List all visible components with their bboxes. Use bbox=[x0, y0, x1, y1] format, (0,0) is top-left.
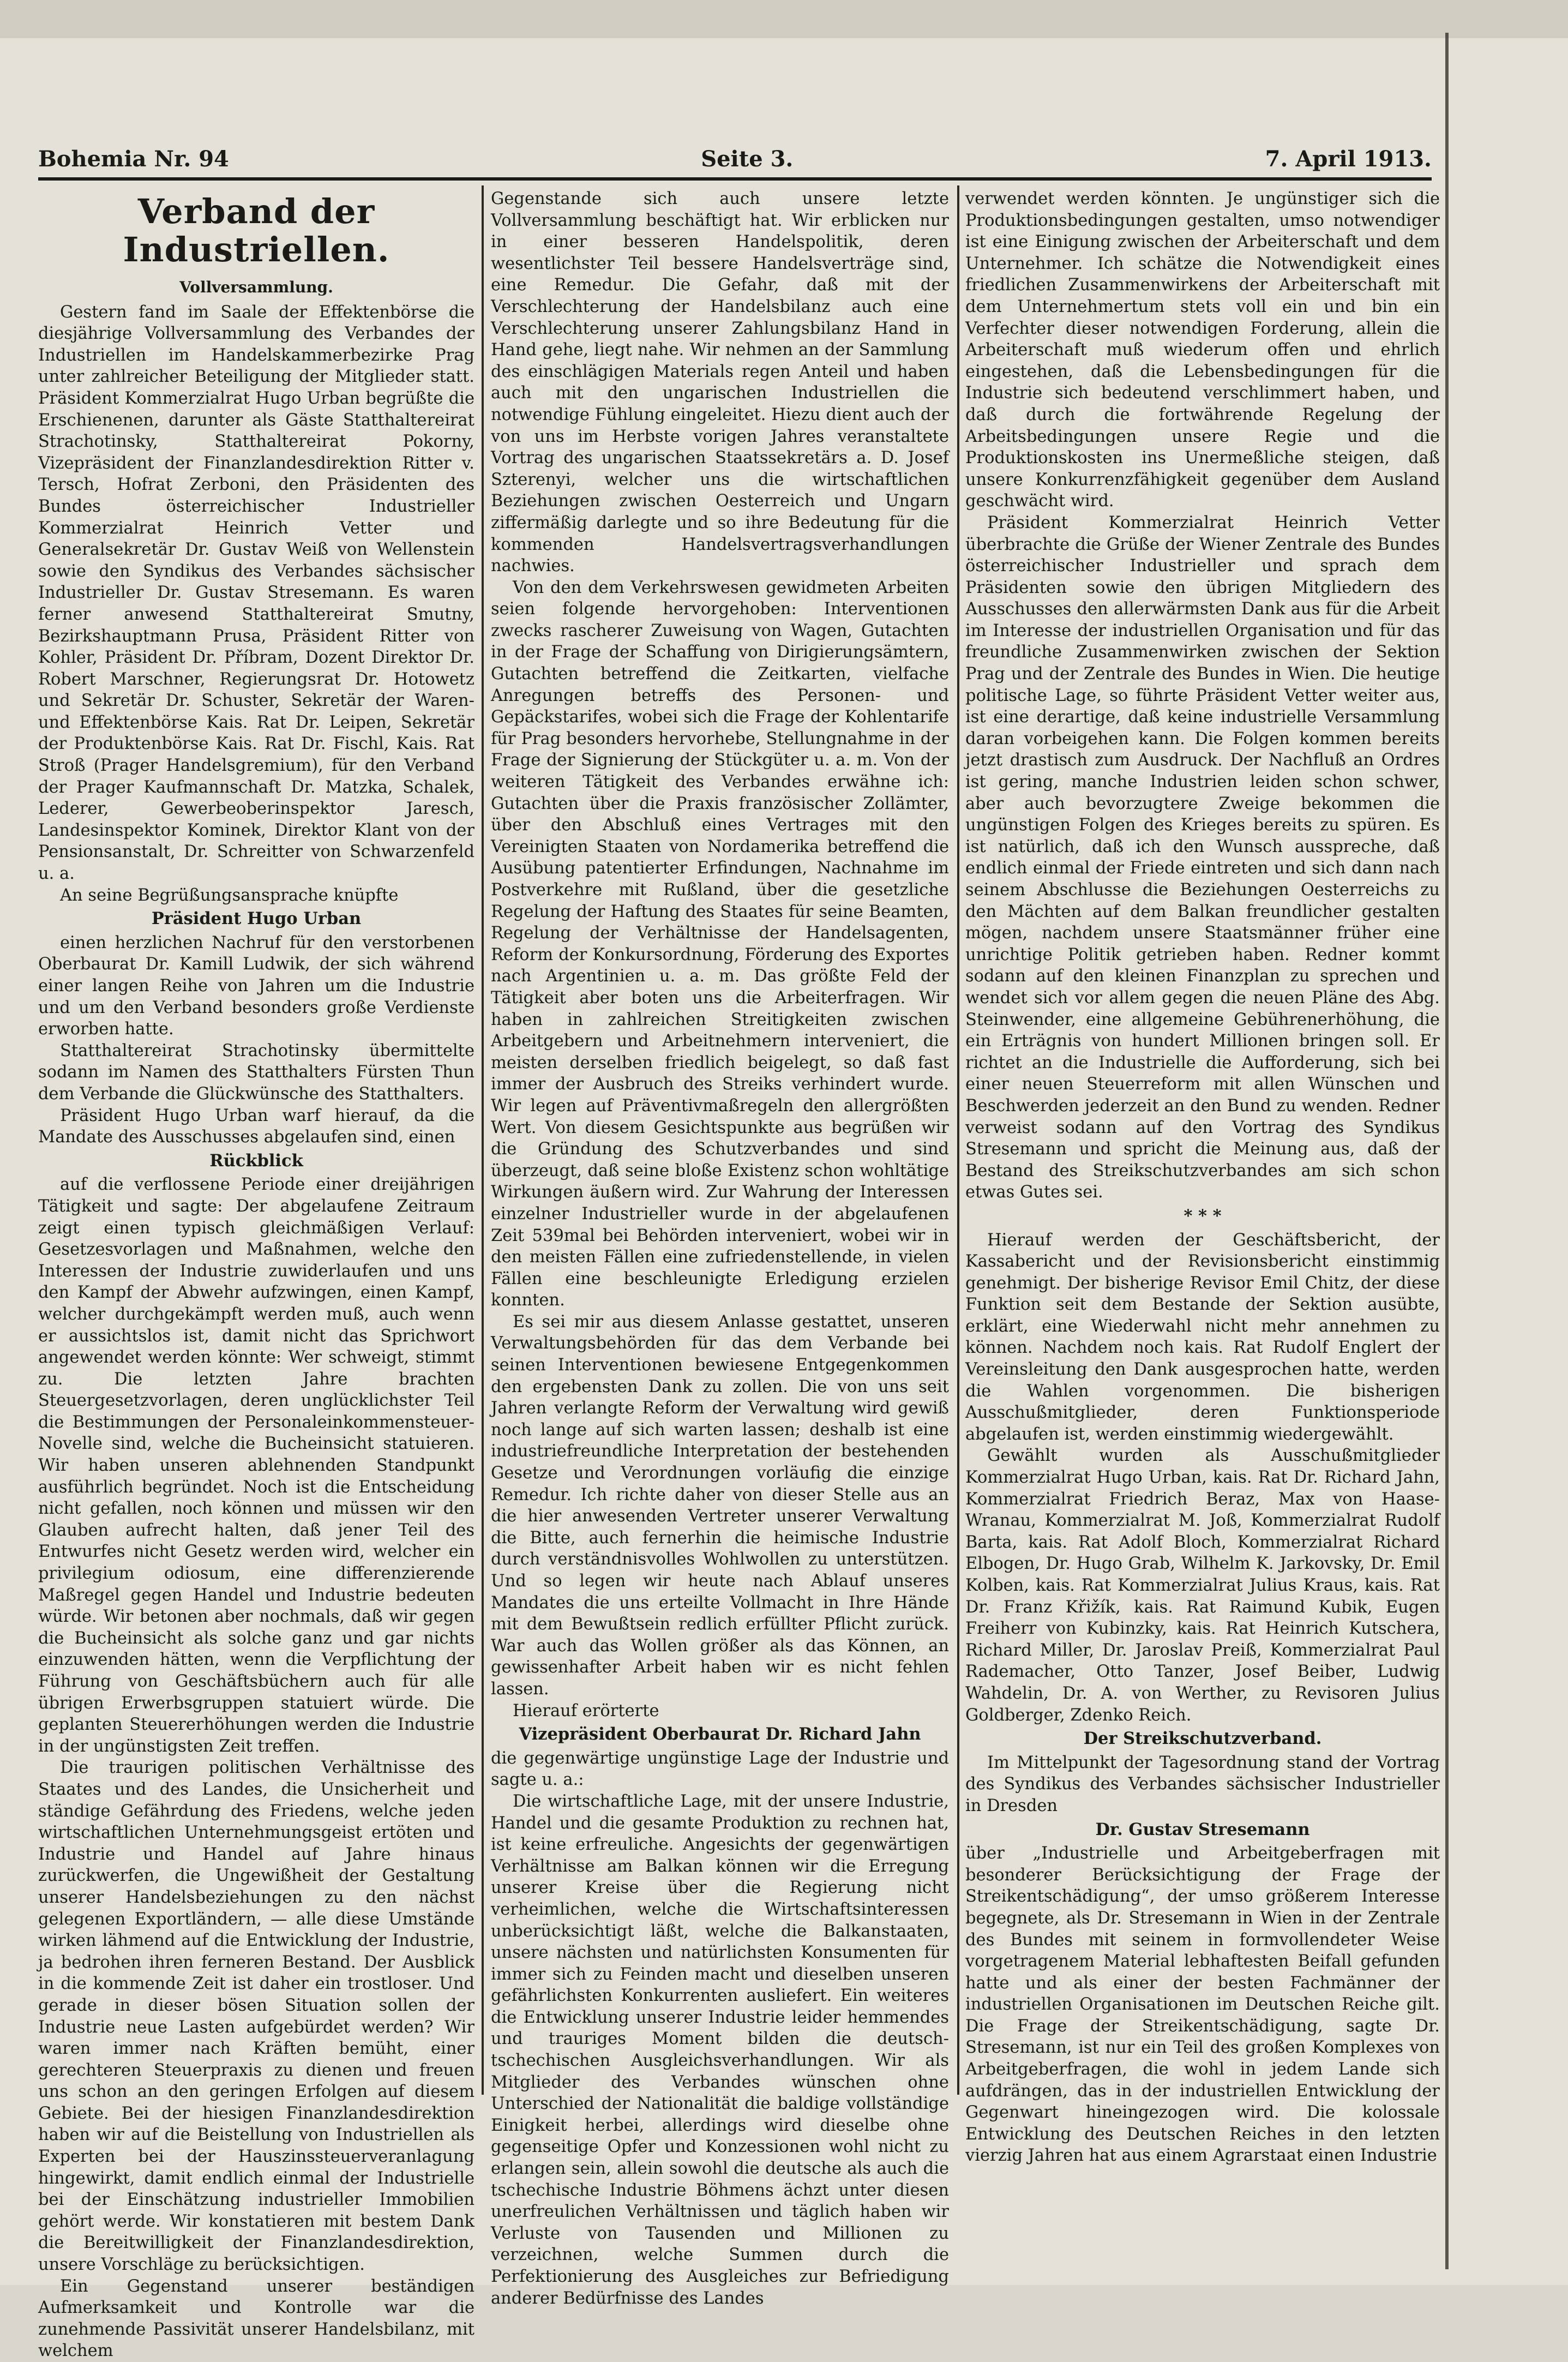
section-heading: Der Streikschutzverband. bbox=[1083, 1729, 1322, 1749]
header-page-number: Seite 3. bbox=[701, 146, 794, 172]
paragraph: Im Mittelpunkt der Tagesordnung stand der Vortrag des Syndikus des Verbandes sächsischer Industrieller in Dresden bbox=[965, 1753, 1440, 1815]
paragraph: verwendet werden könnten. Je ungünstiger sich die Produktionsbedingungen gestalten, umso notwendiger ist eine Einigung zwischen der Arbeiterschaft und dem Unternehmer. Ich schätze die Notwendigkeit eines friedlichen Zusammenwirkens der Arbeiterschaft mit dem Unternehmertum stets voll ein und bin ein Verfechter dieser notwendigen Forderung, allein die Arbeiterschaft muß wiederum offen und ehrlich eingestehen, daß die Lebensbedingungen für die Industrie sich bedeutend verschlimmert haben, und daß durch die fortwährende Regelung der Arbeitsbedingungen unsere Regie und die Produktionskosten ins Unermeßliche steigen, daß unsere Konkurrenzfähigkeit gegenüber dem Ausland geschwächt wird. bbox=[965, 189, 1440, 511]
page-header bbox=[38, 134, 1432, 172]
section-heading: Vizepräsident Oberbaurat Dr. Richard Jahn bbox=[519, 1724, 921, 1744]
paragraph: Die wirtschaftliche Lage, mit der unsere Industrie, Handel und die gesamte Produktion zu rechnen hat, ist keine erfreuliche. Angesichts der gegenwärtigen Verhältnisse am Balkan können wir die Erregung unserer Kreise über die Regierung nicht verheimlichen, welche die Wirtschaftsinteressen unberücksichtigt läßt, welche die Balkanstaaten, unsere nächsten und natürlichsten Konsumenten für immer sich zu Feinden macht und dieselben unseren gefährlichsten Konkurrenten ausliefert. Ein weiteres die Entwicklung unserer Industrie leider hemmendes und trauriges Moment bilden die deutsch-tschechischen Ausgleichsverhandlungen. Wir als Mitglieder des Verbandes wünschen ohne Unterschied der Nationalität die baldige vollständige Einigkeit herbei, allerdings wird dieselbe ohne gegenseitige Opfer und Konzessionen wohl nicht zu erlangen sein, allein sowohl die deutsche als auch die tschechische Industrie Böhmens ächzt unter diesen unerfreulichen Verhältnissen und täglich haben wir Verluste von Tausenden und Millionen zu verzeichnen, welche Summen durch die Perfektionierung des Ausgleiches zur Befriedigung anderer Bedürfnisse des Landes bbox=[491, 1791, 949, 2308]
paragraph: die gegenwärtige ungünstige Lage der Industrie und sagte u. a.: bbox=[491, 1748, 949, 1790]
column-rule bbox=[482, 185, 484, 2095]
separator-stars: * * * bbox=[1183, 1206, 1222, 1226]
article-subtitle: Vollversammlung. bbox=[179, 278, 333, 296]
paragraph: Statthaltereirat Strachotinsky übermittelte sodann im Namen des Statthalters Fürsten Thun dem Verbande die Glückwünsche des Statthalters. bbox=[38, 1041, 474, 1104]
column-1 bbox=[38, 188, 474, 2361]
paragraph: über „Industrielle und Arbeitgeberfragen mit besonderer Berücksichtigung der Frage der Streikentschädigung“, der umso größerem Interesse begegnete, als Dr. Stresemann in Wien in der Zentrale des Bundes mit seinem in formvollendeter Weise vorgetragenem Material lebhaftesten Beifall gefunden hatte und als einer der besten Fachmänner der industriellen Organisationen im Deutschen Reiche gilt. Die Frage der Streikentschädigung, sagte Dr. Stresemann, ist nur ein Teil des großen Komplexes von Arbeitgeberfragen, die wohl in jedem Lande sich aufdrängen, das in der industriellen Entwicklung der Gegenwart hineingezogen wird. Die kolossale Entwicklung des Deutschen Reiches in den letzten vierzig Jahren hat aus einem Agrarstaat einen Industrie bbox=[965, 1844, 1440, 2166]
scan-edge bbox=[0, 0, 1568, 38]
paragraph: Gewählt wurden als Ausschußmitglieder Kommerzialrat Hugo Urban, kais. Rat Dr. Richard Jahn, Kommerzialrat Friedrich Beraz, Max von Haase-Wranau, Kommerzialrat M. Joß, Kommerzialrat Rudolf Barta, kais. Rat Adolf Bloch, Kommerzialrat Richard Elbogen, Dr. Hugo Grab, Wilhelm K. Jarkovsky, Dr. Emil Kolben, kais. Rat Kommerzialrat Julius Kraus, kais. Rat Dr. Franz Křižík, kais. Rat Raimund Kubik, Eugen Freiherr von Kubinzky, kais. Rat Heinrich Kutschera, Richard Miller, Dr. Jaroslav Preiß, Kommerzialrat Paul Rademacher, Otto Tanzer, Josef Beiber, Ludwig Wahdelin, Dr. A. von Werther, zu Revisoren Julius Goldberger, Zdenko Reich. bbox=[965, 1446, 1440, 1725]
paragraph: auf die verflossene Periode einer dreijährigen Tätigkeit und sagte: Der abgelaufene Zeitraum zeigt einen typisch gleichmäßigen Verlauf: Gesetzesvorlagen und Maßnahmen, welche den Interessen der Industrie zuwiderlaufen und uns den Kampf der Abwehr aufzwingen, einen Kampf, welcher durchgekämpft werden muß, auch wenn er aussichtslos ist, damit nicht das Sprichwort angewendet werden könnte: Wer schweigt, stimmt zu. Die letzten Jahre brachten Steuergesetzvorlagen, deren unglücklichster Teil die Bestimmungen der Personaleinkommensteuer-Novelle sind, welche die Bucheinsicht statuieren. Wir haben unseren ablehnenden Standpunkt ausführlich begründet. Noch ist die Entscheidung nicht gefallen, noch können und müssen wir den Glauben aufrecht halten, daß jener Teil des Entwurfes nicht Gesetz werden wird, welcher ein privilegium odiosum, eine differenzierende Maßregel gegen Handel und Industrie bedeuten würde. Wir betonen aber nochmals, daß wir gegen die Bucheinsicht als solche ganz und gar nichts einzuwenden hätten, wenn die Verpflichtung der Führung von Geschäftsbüchern auch für alle übrigen Erwerbsgruppen statuiert würde. Die geplanten Steuererhöhungen werden die Industrie in der ungünstigsten Zeit treffen. bbox=[38, 1175, 474, 1756]
header-date: 7. April 1913. bbox=[1265, 146, 1432, 172]
paragraph: Hierauf erörterte bbox=[513, 1701, 659, 1720]
column-3 bbox=[965, 188, 1440, 2256]
page-edge-line bbox=[1445, 33, 1449, 2269]
section-heading: Präsident Hugo Urban bbox=[151, 909, 362, 929]
column-rule bbox=[957, 185, 959, 2095]
paragraph: Ein Gegenstand unserer beständigen Aufmerksamkeit und Kontrolle war die zunehmende Passivität unserer Handelsbilanz, mit welchem bbox=[38, 2276, 474, 2361]
paragraph: Präsident Kommerzialrat Heinrich Vetter überbrachte die Grüße der Wiener Zentrale des Bundes österreichischer Industrieller und sprach dem Präsidenten sowie den übrigen Mitgliedern des Ausschusses den allerwärmsten Dank aus für die Arbeit im Interesse der industriellen Organisation und für das freundliche Zusammenwirken zwischen der Sektion Prag und der Zentrale des Bundes in Wien. Die heutige politische Lage, so führte Präsident Vetter weiter aus, ist eine derartige, daß keine industrielle Versammlung daran vorbeigehen kann. Die Folgen kommen bereits jetzt drastisch zum Ausdruck. Der Nachfluß an Ordres ist gering, manche Industrien leiden schon schwer, aber auch bevorzugtere Zweige bekommen die ungünstigen Folgen des Krieges bereits zu spüren. Es ist natürlich, daß ich den Wunsch ausspreche, daß endlich einmal der Friede eintreten und sich dann nach seinem Abschlusse die Beziehungen Oesterreichs zu den Mächten auf dem Balkan freundlicher gestalten mögen, nachdem unsere Staatsmänner früher eine unrichtige Politik getrieben haben. Redner kommt sodann auf den kleinen Finanzplan zu sprechen und wendet sich vor allem gegen die neuen Pläne des Abg. Steinwender, eine allgemeine Gebührenerhöhung, die ein Erträgnis von hundert Millionen bringen soll. Er richtet an die Industrielle die Aufforderung, sich bei einer neuen Steuerreform mit allen Wünschen und Beschwerden jederzeit an den Bund zu wenden. Redner verweist sodann auf den Vortrag des Syndikus Stresemann und spricht die Meinung aus, daß der Bestand des Streikschutzverbandes am sich schon etwas Gutes sei. bbox=[965, 513, 1440, 1202]
paragraph: Die traurigen politischen Verhältnisse des Staates und des Landes, die Unsicherheit und ständige Gefährdung des Friedens, welche jeden wirtschaftlichen Unternehmungsgeist ertöten und Industrie und Handel auf Jahre hinaus zurückwerfen, die Ungewißheit der Gestaltung unserer Handelsbeziehungen zu den nächst gelegenen Exportländern, — alle diese Umstände wirken lähmend auf die Entwicklung der Industrie, ja bedrohen ihren ferneren Bestand. Der Ausblick in die kommende Zeit ist daher ein trostloser. Und gerade in dieser bösen Situation sollen der Industrie neue Lasten aufgebürdet werden? Wir waren immer nach Kräften bemüht, einer gerechteren Steuerpraxis zu dienen und freuen uns schon an den geringen Erfolgen auf diesem Gebiete. Bei der hiesigen Finanzlandesdirektion haben wir auf die Beistellung von Industriellen als Experten bei der Hauszinssteuerveranlagung hingewirkt, damit endlich einmal der Industrielle bei der Einschätzung industrieller Immobilien gehört werde. Wir konstatieren mit bestem Dank die Bereitwilligkeit der Finanzlandesdirektion, unsere Vorschläge zu berücksichtigen. bbox=[38, 1758, 474, 2275]
paragraph: einen herzlichen Nachruf für den verstorbenen Oberbaurat Dr. Kamill Ludwik, der sich während einer langen Reihe von Jahren um die Industrie und um den Verband besonders große Verdienste erworben hatte. bbox=[38, 933, 474, 1039]
paragraph: Es sei mir aus diesem Anlasse gestattet, unseren Verwaltungsbehörden für das dem Verbande bei seinen Interventionen bewiesene Entgegenkommen den ergebensten Dank zu zollen. Die von uns seit Jahren verlangte Reform der Verwaltung wird gewiß noch lange auf sich warten lassen; deshalb ist eine industriefreundliche Interpretation der bestehenden Gesetze und Verordnungen vorläufig die einzige Remedur. Ich richte daher von dieser Stelle aus an die hier anwesenden Vertreter unserer Verwaltung die Bitte, auch fernerhin die heimische Industrie durch verständnisvolles Wohlwollen zu unterstützen. Und so legen wir heute nach Ablauf unseres Mandates die uns erteilte Vollmacht in Ihre Hände mit dem Bewußtsein redlich erfüllter Pflicht zurück. War auch das Wollen größer als das Können, an gewissenhafter Arbeit haben wir es nicht fehlen lassen. bbox=[491, 1312, 949, 1699]
paragraph: Von den dem Verkehrswesen gewidmeten Arbeiten seien folgende hervorgehoben: Interventionen zwecks rascherer Zuweisung von Wagen, Gutachten in der Frage der Schaffung von Dirigierungsämtern, Gutachten betreffend die Zeitkarten, vielfache Anregungen betreffs des Personen- und Gepäckstarifes, wobei sich die Frage der Kohlentarife für Prag besonders hervorhebe, Stellungnahme in der Frage der Signierung der Stückgüter u. a. m. Von der weiteren Tätigkeit des Verbandes erwähne ich: Gutachten über die Praxis französischer Zollämter, über den Abschluß eines Vertrages mit den Vereinigten Staaten von Nordamerika betreffend die Ausübung patentierter Erfindungen, Nachnahme im Postverkehre mit Rußland, über die gesetzliche Regelung der Haftung des Staates für seine Beamten, Regelung der Verhältnisse der Handelsagenten, Reform der Konkursordnung, Förderung des Exportes nach Argentinien u. a. m. Das größte Feld der Tätigkeit aber boten uns die Arbeiterfragen. Wir haben in zahlreichen Streitigkeiten zwischen Arbeitgebern und Arbeitnehmern interveniert, die meisten derselben friedlich beigelegt, so daß fast immer der Ausbruch des Streiks verhindert wurde. Wir legen auf Präventivmaßregeln den allergrößten Wert. Von diesem Gesichtspunkte aus begrüßen wir die Gründung des Schutzverbandes und sind überzeugt, daß seine bloße Existenz schon wohltätige Wirkungen äußern wird. Zur Wahrung der Interessen einzelner Industrieller wurde in der abgelaufenen Zeit 539mal bei Behörden interveniert, wobei wir in den meisten Fällen eine zufriedenstellende, in vielen Fällen eine beschleunigte Erledigung erzielen konnten. bbox=[491, 578, 949, 1310]
section-heading: Dr. Gustav Stresemann bbox=[1095, 1819, 1310, 1839]
header-rule bbox=[38, 177, 1432, 181]
column-2 bbox=[491, 188, 949, 2308]
paragraph: Gegenstande sich auch unsere letzte Vollversammlung beschäftigt hat. Wir erblicken nur in einer besseren Handelspolitik, deren wesentlichster Teil bessere Handelsverträge sind, eine Remedur. Die Gefahr, daß mit der Verschlechterung der Handelsbilanz auch eine Verschlechterung unserer Zahlungsbilanz Hand in Hand gehe, liegt nahe. Wir nehmen an der Sammlung des einschlägigen Materials regen Anteil und haben auch mit den ungarischen Industriellen die notwendige Fühlung eingeleitet. Hiezu dient auch der von uns im Herbste vorigen Jahres veranstaltete Vortrag des ungarischen Staatssekretärs a. D. Josef Szterenyi, welcher uns die wirtschaftlichen Beziehungen zwischen Oesterreich und Ungarn ziffermäßig darlegte und so ihre Bedeutung für die kommenden Handelsvertragsverhandlungen nachwies. bbox=[491, 189, 949, 576]
header-publication: Bohemia Nr. 94 bbox=[38, 146, 229, 172]
paragraph: Hierauf werden der Geschäftsbericht, der Kassabericht und der Revisionsbericht einstimmig genehmigt. Der bisherige Revisor Emil Chitz, der diese Funktion seit dem Bestande der Sektion ausübte, erklärt, eine Wiederwahl nicht mehr annehmen zu können. Nachdem noch kais. Rat Rudolf Englert der Vereinsleitung den Dank ausgesprochen hatte, werden die Wahlen vorgenommen. Die bisherigen Ausschußmitglieder, deren Funktionsperiode abgelaufen ist, werden einstimmig wiedergewählt. bbox=[965, 1230, 1440, 1444]
paragraph: Präsident Hugo Urban warf hierauf, da die Mandate des Ausschusses abgelaufen sind, einen bbox=[38, 1106, 474, 1147]
paragraph: Gestern fand im Saale der Effektenbörse die diesjährige Vollversammlung des Verbandes der Industriellen im Handelskammerbezirke Prag unter zahlreicher Beteiligung der Mitglieder statt. Präsident Kommerzialrat Hugo Urban begrüßte die Erschienenen, darunter als Gäste Statthaltereirat Strachotinsky, Statthaltereirat Pokorny, Vizepräsident der Finanzlandesdirektion Ritter v. Tersch, Hofrat Zerboni, den Präsidenten des Bundes österreichischer Industrieller Kommerzialrat Heinrich Vetter und Generalsekretär Dr. Gustav Weiß von Wellenstein sowie den Syndikus des Verbandes sächsischer Industrieller Dr. Gustav Stresemann. Es waren ferner anwesend Statthaltereirat Smutny, Bezirkshauptmann Prusa, Präsident Ritter von Kohler, Präsident Dr. Příbram, Dozent Direktor Dr. Robert Marschner, Regierungsrat Dr. Hotowetz und Sekretär Dr. Schuster, Sekretär der Waren- und Effektenbörse Kais. Rat Dr. Leipen, Sekretär der Produktenbörse Kais. Rat Dr. Fischl, Kais. Rat Stroß (Prager Handelsgremium), für den Verband der Prager Kaufmannschaft Dr. Matzka, Schalek, Lederer, Gewerbeoberinspektor Jaresch, Landesinspektor Kominek, Direktor Klant von der Pensionsanstalt, Dr. Schreitter von Schwarzenfeld u. a. bbox=[38, 302, 474, 884]
section-heading: Rückblick bbox=[209, 1150, 303, 1171]
article-title: Verband der Industriellen. bbox=[123, 191, 390, 269]
paragraph: An seine Begrüßungsansprache knüpfte bbox=[60, 885, 399, 905]
